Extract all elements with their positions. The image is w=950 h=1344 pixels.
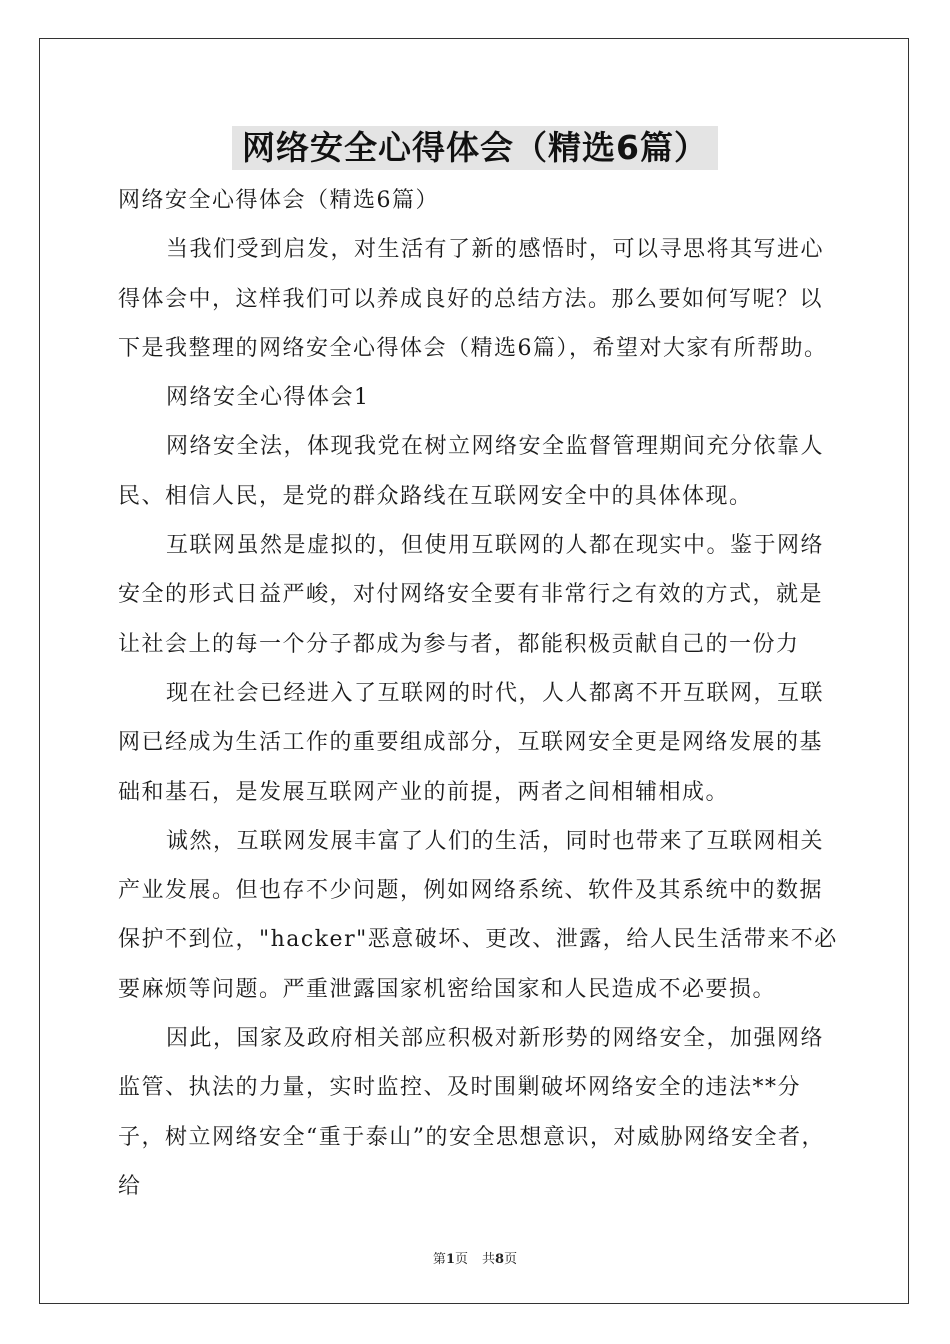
paragraph-intro: 当我们受到启发，对生活有了新的感悟时，可以寻思将其写进心得体会中，这样我们可以养成良好的总结方法。那么要如何写呢？以下是我整理的网络安全心得体会（精选6篇），希望对大家有所帮助。 <box>118 237 828 361</box>
section-heading: 网络安全心得体会1 <box>166 385 370 411</box>
page-number-suffix: 页 <box>454 1252 468 1267</box>
paragraph: 因此，国家及政府相关部应积极对新形势的网络安全，加强网络监管、执法的力量，实时监控、及时围剿破坏网络安全的违法**分子，树立网络安全“重于泰山”的安全思想意识，对威胁网络安全者，给 <box>118 1026 825 1199</box>
page-number-current: 1 <box>445 1252 455 1267</box>
page-total-suffix: 页 <box>504 1252 518 1267</box>
paragraph: 网络安全法，体现我党在树立网络安全监督管理期间充分依靠人民、相信人民，是党的群众路线在互联网安全中的具体体现。 <box>118 434 825 509</box>
document-title: 网络安全心得体会（精选6篇） <box>232 126 718 170</box>
document-subtitle: 网络安全心得体会（精选6篇） <box>118 188 439 213</box>
page-number-total: 8 <box>495 1252 505 1267</box>
paragraph: 现在社会已经进入了互联网的时代，人人都离不开互联网，互联网已经成为生活工作的重要组成部分，互联网安全更是网络发展的基础和基石，是发展互联网产业的前提，两者之间相辅相成。 <box>118 680 825 805</box>
document-body <box>118 176 838 1211</box>
page-number-prefix: 第 <box>432 1252 446 1267</box>
page-total-prefix: 共 <box>482 1252 496 1267</box>
page-footer <box>0 1248 950 1267</box>
paragraph: 互联网虽然是虚拟的，但使用互联网的人都在现实中。鉴于网络安全的形式日益严峻，对付网络安全要有非常行之有效的方式，就是让社会上的每一个分子都成为参与者，都能积极贡献自己的一份力 <box>118 533 825 657</box>
paragraph: 诚然，互联网发展丰富了人们的生活，同时也带来了互联网相关产业发展。但也存不少问题，例如网络系统、软件及其系统中的数据保护不到位，"hacker"恶意破坏、更改、泄露，给人民生活带来不必要麻烦等问题。严重泄露国家机密给国家和人民造成不必要损。 <box>118 828 838 1002</box>
document-title-block <box>0 126 950 170</box>
